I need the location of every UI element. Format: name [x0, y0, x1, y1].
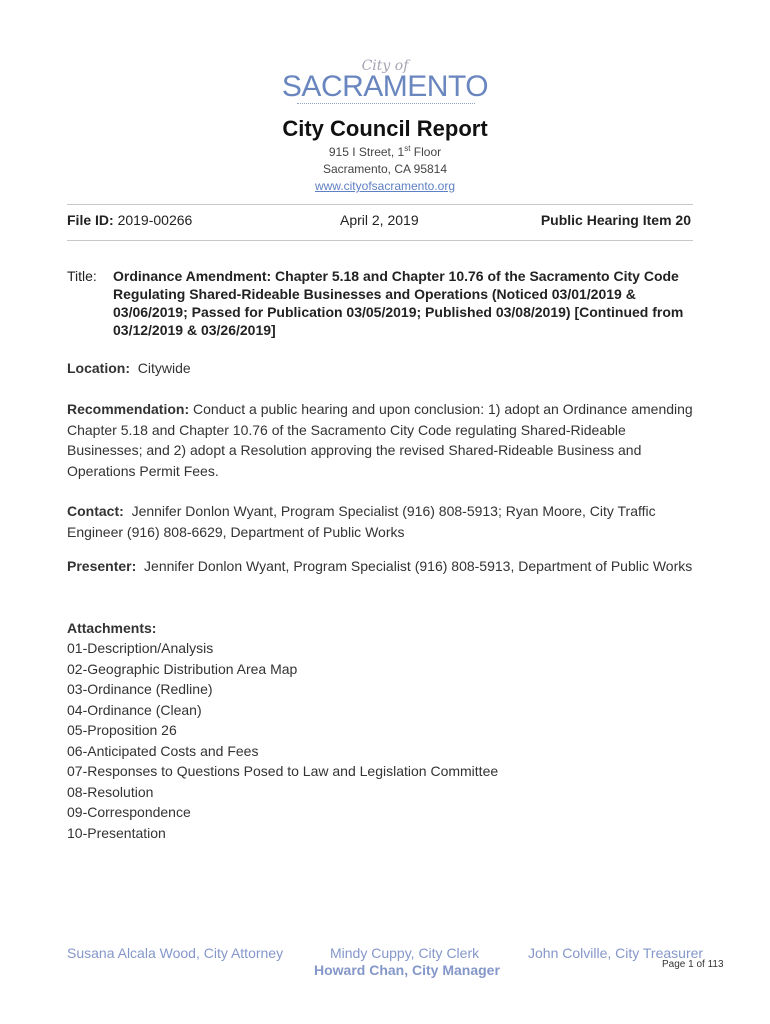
address-line-2: Sacramento, CA 95814 — [322, 162, 448, 176]
title-section — [67, 267, 707, 339]
location-section: Location: Citywide — [67, 360, 191, 376]
contact-section: Contact: Jennifer Donlon Wyant, Program Specialist (916) 808-5913; Ryan Moore, City Traffic Engineer (916) 808-6629, Department of Public Works — [67, 503, 656, 540]
address-line-1: 915 I Street, 1st Floor — [328, 144, 442, 159]
presenter-section: Presenter: Jennifer Donlon Wyant, Program Specialist (916) 808-5913, Department of Public Works — [67, 558, 693, 574]
logo-sacramento: SACRAMENTO — [281, 70, 489, 103]
page-number: Page 1 of 113 — [662, 959, 724, 970]
list-item: 02-Geographic Distribution Area Map — [67, 660, 298, 677]
title-text: Ordinance Amendment: Chapter 5.18 and Chapter 10.76 of the Sacramento City Code Regulating Shared-Rideable Businesses and Operations (Noticed 03/01/2019 & 03/06/2019; Passed for Publication 03/05/2019; Published 03/08/2019) [Continued from 03/12/2019 & 03/26/2019] — [113, 268, 684, 338]
list-item: 04-Ordinance (Clean) — [67, 701, 202, 718]
list-item: 07-Responses to Questions Posed to Law and Legislation Committee — [67, 763, 499, 779]
list-item: 06-Anticipated Costs and Fees — [67, 742, 259, 759]
list-item: 01-Description/Analysis — [67, 640, 214, 656]
attachments-label: Attachments: — [67, 620, 157, 636]
website-link[interactable]: www.cityofsacramento.org — [314, 179, 456, 193]
report-title: City Council Report — [282, 116, 488, 141]
logo-city-of: City of — [361, 58, 409, 74]
website-line — [0, 179, 770, 193]
footer-city-manager: Howard Chan, City Manager — [314, 962, 500, 978]
header-rule-bottom — [67, 240, 693, 241]
agenda-item: Public Hearing Item 20 — [540, 212, 691, 228]
footer-city-treasurer: John Colville, City Treasurer — [528, 945, 704, 961]
list-item: 05-Proposition 26 — [67, 722, 177, 738]
recommendation-section: Recommendation: Conduct a public hearing and upon conclusion: 1) adopt an Ordinance amending Chapter 5.18 and Chapter 10.76 of the Sacramento City Code regulating Shared-Rideable Businesses; and 2) adopt a Resolution approving the revised Shared-Rideable Business and Operations Permit Fees. — [67, 401, 693, 479]
footer-city-clerk: Mindy Cuppy, City Clerk — [330, 945, 480, 961]
logo-divider — [297, 103, 475, 104]
header-rule-top — [67, 204, 693, 205]
attachments-list — [67, 638, 498, 843]
footer-city-attorney: Susana Alcala Wood, City Attorney — [67, 945, 284, 961]
list-item: 03-Ordinance (Redline) — [67, 681, 213, 697]
report-date: April 2, 2019 — [340, 212, 419, 228]
file-id: File ID: 2019-00266 — [67, 212, 193, 228]
list-item: 10-Presentation — [67, 824, 166, 841]
list-item: 08-Resolution — [67, 783, 154, 800]
title-label: Title: — [67, 268, 97, 284]
list-item: 09-Correspondence — [67, 804, 191, 820]
